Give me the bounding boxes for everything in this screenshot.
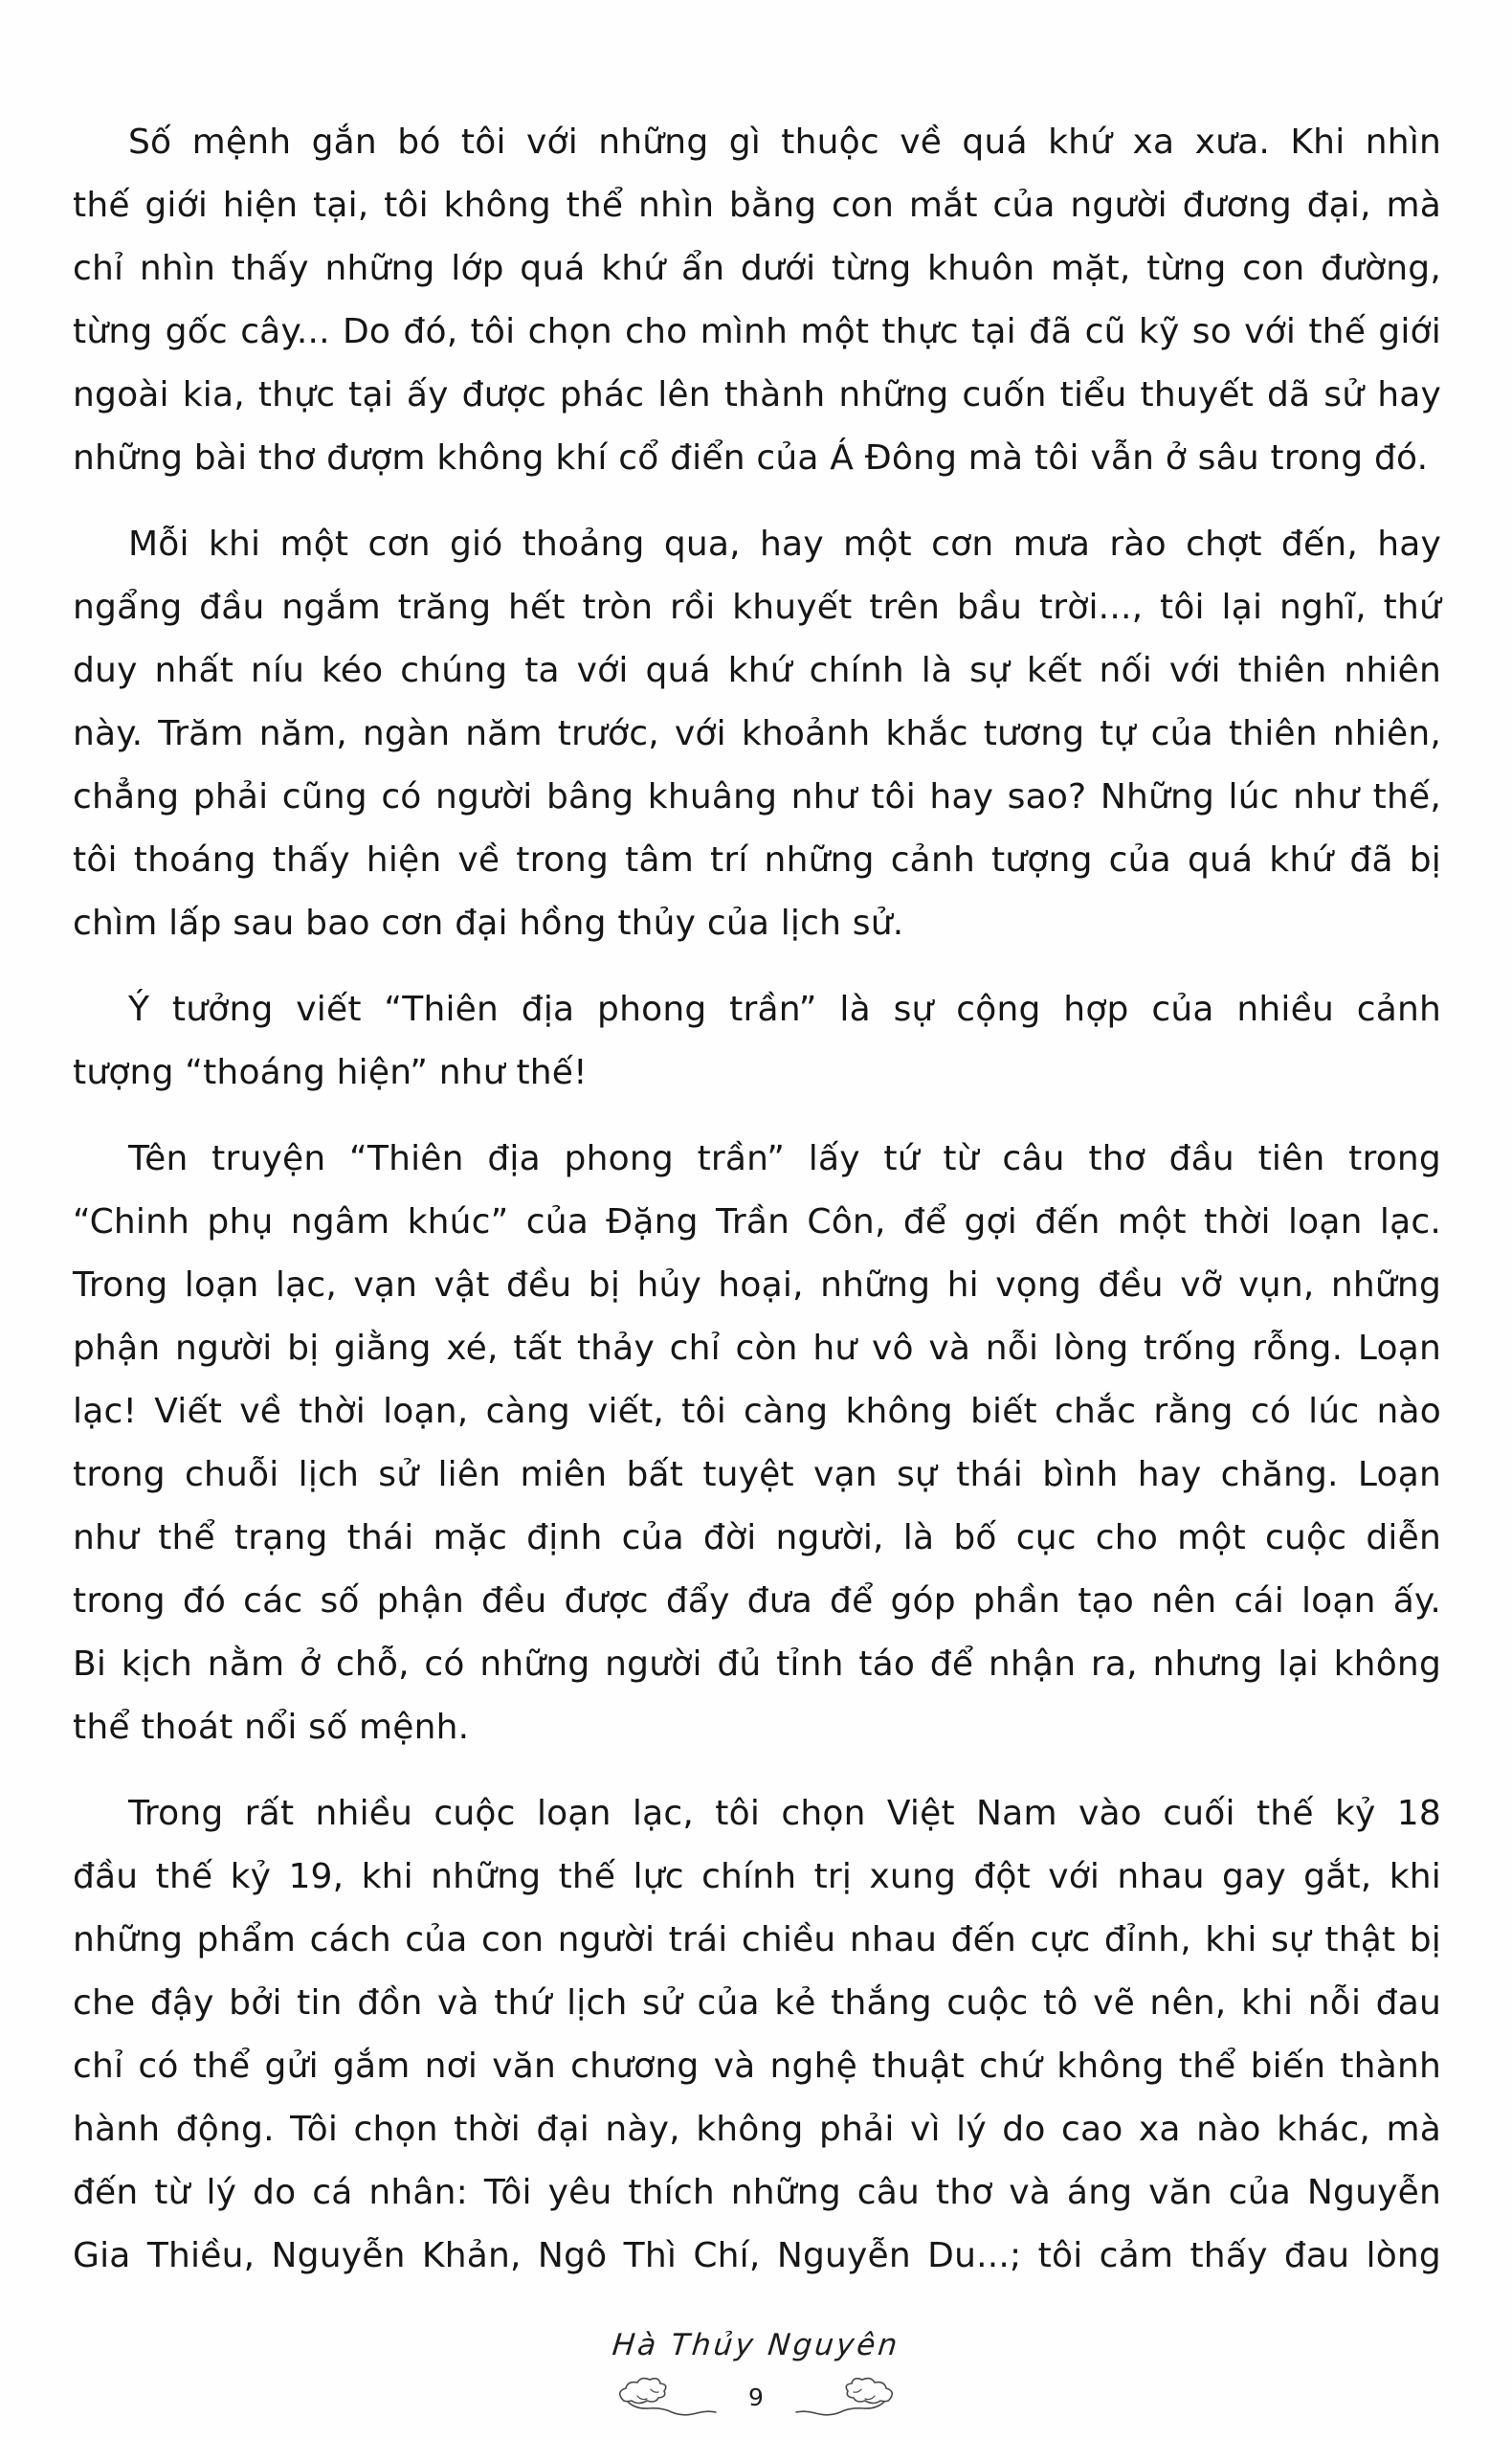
text-line: đầu thế kỷ 19, khi những thế lực chính trị xung đột với nhau gay gắt, khi [73, 1857, 1441, 1896]
paragraph [73, 111, 1441, 490]
flourish-ornament-right-icon [789, 2376, 903, 2418]
text-line: từng gốc cây... Do đó, tôi chọn cho mình một thực tại đã cũ kỹ so với thế giới [73, 312, 1441, 351]
text-line: duy nhất níu kéo chúng ta với quá khứ chính là sự kết nối với thiên nhiên [73, 651, 1441, 690]
text-line: Gia Thiều, Nguyễn Khản, Ngô Thì Chí, Nguyễn Du...; tôi cảm thấy đau lòng [73, 2236, 1441, 2275]
paragraph [73, 1782, 1441, 2288]
text-line: lạc! Viết về thời loạn, càng viết, tôi càng không biết chắc rằng có lúc nào [73, 1392, 1441, 1431]
text-line: “Chinh phụ ngâm khúc” của Đặng Trần Côn, để gợi đến một thời loạn lạc. [73, 1202, 1441, 1242]
text-line: tôi thoáng thấy hiện về trong tâm trí những cảnh tượng của quá khứ đã bị [73, 840, 1441, 880]
text-line: chẳng phải cũng có người bâng khuâng như tôi hay sao? Những lúc như thế, [73, 777, 1441, 817]
text-line: ngoài kia, thực tại ấy được phác lên thành những cuốn tiểu thuyết dã sử hay [73, 375, 1441, 414]
text-line: che đậy bởi tin đồn và thứ lịch sử của kẻ thắng cuộc tô vẽ nên, khi nỗi đau [73, 1983, 1441, 2023]
text-line: trong đó các số phận đều được đẩy đưa để góp phần tạo nên cái loạn ấy. [73, 1581, 1441, 1621]
text-line: Số mệnh gắn bó tôi với những gì thuộc về quá khứ xa xưa. Khi nhìn [128, 123, 1441, 162]
text-line: những bài thơ đượm không khí cổ điển của Á Đông mà tôi vẫn ở sâu trong đó. [73, 438, 1429, 478]
text-line: ngẩng đầu ngắm trăng hết tròn rồi khuyết trên bầu trời..., tôi lại nghĩ, thứ [73, 588, 1441, 627]
text-line: Mỗi khi một cơn gió thoảng qua, hay một cơn mưa rào chợt đến, hay [128, 525, 1441, 564]
text-line: chỉ nhìn thấy những lớp quá khứ ẩn dưới từng khuôn mặt, từng con đường, [73, 249, 1441, 288]
text-line: Tên truyện “Thiên địa phong trần” lấy tứ từ câu thơ đầu tiên trong [128, 1139, 1441, 1178]
page-number-row [609, 2376, 903, 2418]
text-line: chỉ có thể gửi gắm nơi văn chương và nghệ thuật chứ không thể biến thành [73, 2047, 1441, 2086]
text-line: những phẩm cách của con người trái chiều nhau đến cực đỉnh, khi sự thật bị [73, 1920, 1441, 1959]
paragraph [73, 978, 1441, 1105]
flourish-ornament-left-icon [609, 2376, 723, 2418]
author-signature: Hà Thủy Nguyên [611, 2328, 901, 2362]
text-line: phận người bị giằng xé, tất thảy chỉ còn hư vô và nỗi lòng trống rỗng. Loạn [73, 1329, 1441, 1368]
text-line: hành động. Tôi chọn thời đại này, không phải vì lý do cao xa nào khác, mà [73, 2110, 1441, 2149]
text-line: thế giới hiện tại, tôi không thể nhìn bằng con mắt của người đương đại, mà [73, 186, 1441, 225]
text-line: trong chuỗi lịch sử liên miên bất tuyệt vạn sự thái bình hay chăng. Loạn [73, 1455, 1441, 1494]
text-line: này. Trăm năm, ngàn năm trước, với khoảnh khắc tương tự của thiên nhiên, [73, 714, 1441, 753]
text-line: thể thoát nổi số mệnh. [73, 1708, 470, 1747]
page-footer [0, 2328, 1512, 2418]
text-line: Trong rất nhiều cuộc loạn lạc, tôi chọn Việt Nam vào cuối thế kỷ 18 [128, 1794, 1441, 1833]
paragraph [73, 513, 1441, 955]
text-line: tượng “thoáng hiện” như thế! [73, 1053, 588, 1092]
page-text [73, 111, 1441, 2311]
text-line: đến từ lý do cá nhân: Tôi yêu thích những câu thơ và áng văn của Nguyễn [73, 2173, 1441, 2212]
paragraph [73, 1128, 1441, 1759]
text-line: như thể trạng thái mặc định của đời người, là bố cục cho một cuộc diễn [73, 1518, 1441, 1557]
page-number: 9 [748, 2383, 764, 2411]
text-line: chìm lấp sau bao cơn đại hồng thủy của lịch sử. [73, 904, 904, 943]
text-line: Trong loạn lạc, vạn vật đều bị hủy hoại, những hi vọng đều vỡ vụn, những [73, 1265, 1441, 1305]
text-line: Bi kịch nằm ở chỗ, có những người đủ tỉnh táo để nhận ra, nhưng lại không [73, 1645, 1441, 1684]
text-line: Ý tưởng viết “Thiên địa phong trần” là sự cộng hợp của nhiều cảnh [128, 990, 1441, 1029]
